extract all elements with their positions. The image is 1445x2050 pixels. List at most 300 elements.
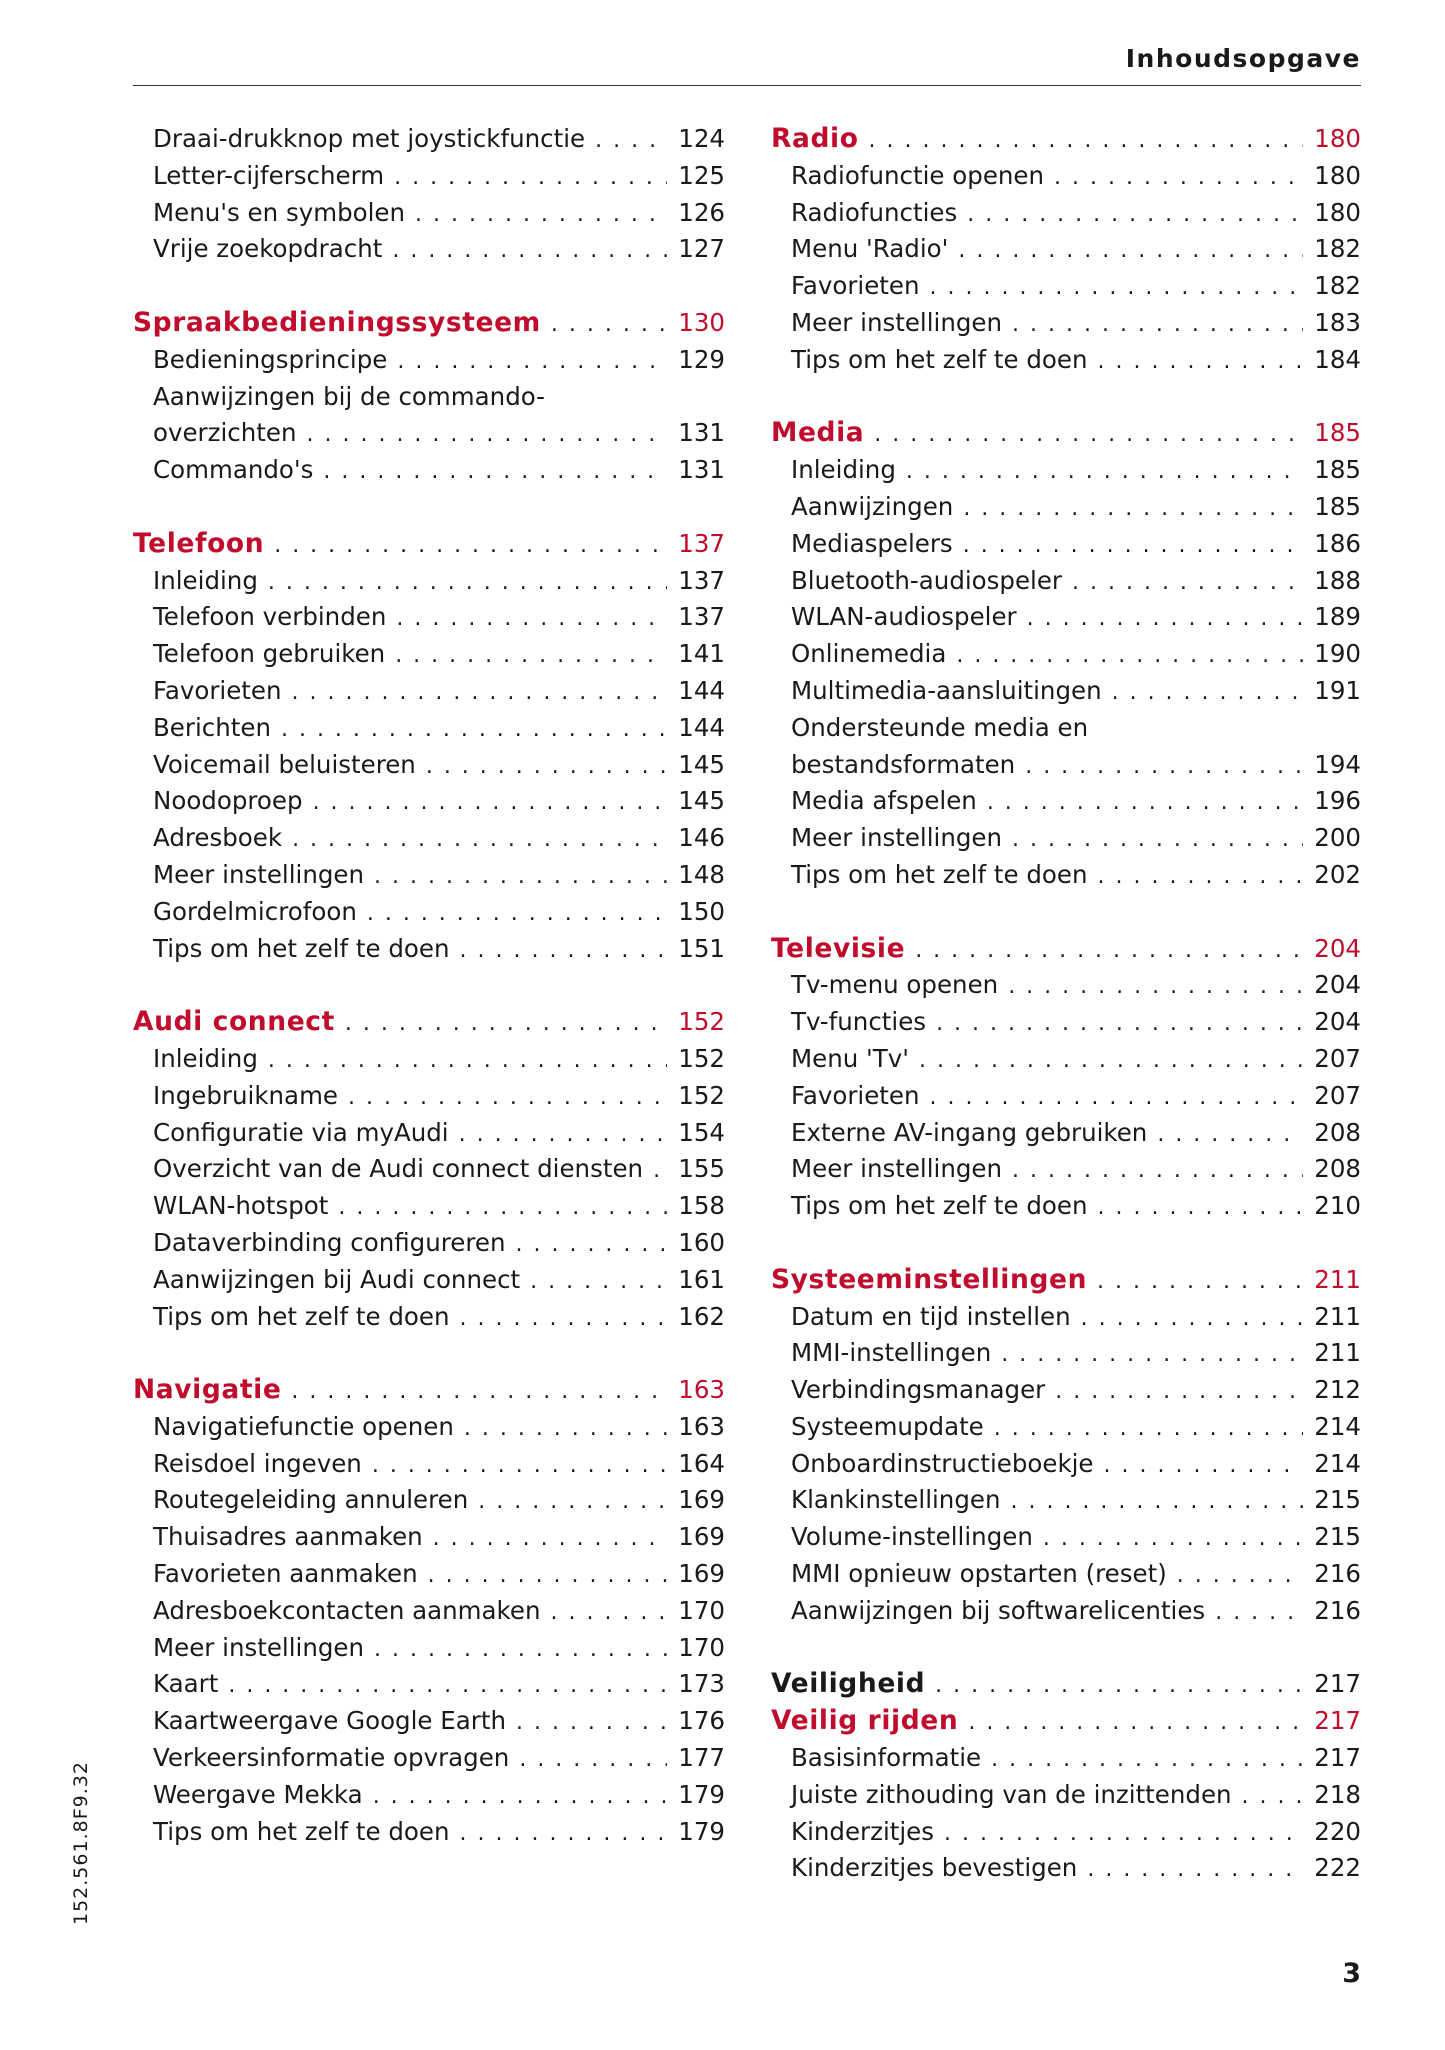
dot-leader — [1157, 1117, 1303, 1154]
section-spacer — [771, 379, 1361, 416]
toc-entry[interactable] — [133, 1593, 725, 1630]
toc-page-number: 127 — [678, 234, 725, 264]
toc-entry[interactable] — [133, 783, 725, 820]
toc-entry[interactable] — [771, 305, 1361, 342]
toc-entry-title: Meer instellingen — [791, 307, 1003, 337]
toc-page-number: 188 — [1314, 565, 1361, 595]
toc-page-number: 186 — [1314, 528, 1361, 558]
dot-leader — [1087, 1852, 1303, 1889]
toc-entry-title: MMI opnieuw opstarten (reset) — [791, 1559, 1167, 1589]
toc-page-number: 146 — [678, 823, 725, 853]
toc-page-number: 208 — [1314, 1117, 1361, 1147]
toc-entry-title: Inleiding — [153, 565, 258, 595]
toc-entry-title: Meer instellingen — [153, 859, 365, 889]
toc-page-number: 208 — [1314, 1154, 1361, 1184]
toc-entry[interactable] — [771, 1446, 1361, 1483]
toc-entry[interactable] — [771, 1299, 1361, 1336]
toc-entry[interactable] — [133, 1299, 725, 1336]
toc-entry-title: Veilig rijden — [771, 1705, 959, 1737]
dot-leader — [1098, 344, 1303, 381]
toc-entry[interactable] — [133, 710, 725, 747]
dot-leader — [1072, 565, 1303, 602]
toc-entry[interactable] — [133, 1409, 725, 1446]
toc-entry[interactable] — [771, 231, 1361, 268]
toc-entry-title: Favorieten — [791, 1080, 920, 1110]
toc-entry-title: Multimedia-aansluitingen — [791, 675, 1102, 705]
toc-page-number: 169 — [678, 1485, 725, 1515]
toc-entry[interactable] — [771, 599, 1361, 636]
toc-entry-title: Aanwijzingen bij de commando- — [153, 381, 546, 411]
toc-entry-title: MMI-instellingen — [791, 1338, 992, 1368]
toc-entry[interactable] — [771, 820, 1361, 857]
toc-section-entry[interactable] — [771, 931, 1361, 968]
dot-leader — [919, 1043, 1303, 1080]
toc-entry-title: Volume-instellingen — [791, 1522, 1033, 1552]
dot-leader — [374, 1632, 667, 1669]
dot-leader — [1025, 749, 1303, 786]
toc-entry[interactable] — [133, 1115, 725, 1152]
dot-leader — [1097, 1264, 1303, 1301]
toc-entry[interactable] — [133, 1740, 725, 1777]
toc-entry-title: Datum en tijd instellen — [791, 1301, 1071, 1331]
toc-entry-title: Tv-functies — [791, 1007, 927, 1037]
dot-leader — [433, 1521, 667, 1558]
dot-leader — [1112, 675, 1303, 712]
dot-leader — [292, 822, 667, 859]
toc-page-number: 145 — [678, 749, 725, 779]
dot-leader — [516, 1227, 668, 1264]
toc-page-number: 158 — [678, 1191, 725, 1221]
toc-section-entry[interactable] — [133, 305, 725, 342]
dot-leader — [530, 1264, 667, 1301]
toc-entry-title: Juiste zithouding van de inzittenden — [791, 1779, 1232, 1809]
toc-entry-title: Voicemail beluisteren — [153, 749, 416, 779]
toc-entry[interactable] — [133, 158, 725, 195]
dot-leader — [460, 1301, 667, 1338]
toc-entry[interactable] — [133, 1703, 725, 1740]
dot-leader — [516, 1705, 667, 1742]
toc-right-column — [771, 121, 1361, 1887]
toc-entry-title: Commando's — [153, 455, 314, 485]
toc-entry[interactable] — [133, 1225, 725, 1262]
toc-page-number: 210 — [1314, 1191, 1361, 1221]
toc-entry[interactable] — [133, 673, 725, 710]
dot-leader — [958, 233, 1303, 270]
toc-entry-title: Aanwijzingen — [791, 491, 954, 521]
dot-leader — [1054, 160, 1303, 197]
dot-leader — [1012, 307, 1303, 344]
dot-leader — [994, 1411, 1303, 1448]
toc-section-entry[interactable] — [771, 1666, 1361, 1703]
toc-entry-title: Favorieten — [791, 271, 920, 301]
toc-page-number: 137 — [678, 528, 725, 558]
toc-entry[interactable] — [133, 636, 725, 673]
dot-leader — [345, 1006, 667, 1043]
dot-leader — [396, 601, 667, 638]
toc-page-number: 222 — [1314, 1853, 1361, 1883]
toc-entry[interactable] — [771, 195, 1361, 232]
toc-entry[interactable] — [771, 710, 1361, 747]
toc-entry-title: Systeeminstellingen — [771, 1263, 1088, 1295]
toc-page-number: 200 — [1314, 823, 1361, 853]
toc-entry[interactable] — [133, 1078, 725, 1115]
toc-entry[interactable] — [771, 563, 1361, 600]
toc-page-number: 170 — [678, 1632, 725, 1662]
toc-section-entry[interactable] — [133, 526, 725, 563]
toc-entry-title: Systeemupdate — [791, 1411, 984, 1441]
toc-entry-title: Inleiding — [153, 1043, 258, 1073]
toc-page-number: 124 — [678, 124, 725, 153]
toc-entry-title: Televisie — [771, 932, 906, 964]
toc-entry-title: Tips om het zelf te doen — [791, 859, 1088, 889]
toc-entry[interactable] — [771, 857, 1361, 894]
dot-leader — [348, 1080, 667, 1117]
toc-page-number: 177 — [678, 1743, 725, 1773]
toc-page-number: 220 — [1314, 1816, 1361, 1846]
toc-entry-title: Mediaspelers — [791, 528, 953, 558]
toc-entry[interactable] — [133, 599, 725, 636]
toc-page-number: 218 — [1314, 1779, 1361, 1809]
toc-page-number: 176 — [678, 1706, 725, 1736]
dot-leader — [1098, 859, 1303, 896]
toc-page-number: 214 — [1314, 1411, 1361, 1441]
toc-page-number: 169 — [678, 1522, 725, 1552]
toc-entry-title: Berichten — [153, 712, 271, 742]
toc-section-entry[interactable] — [133, 1004, 725, 1041]
toc-entry-title: WLAN-audiospeler — [791, 602, 1017, 632]
toc-page-number: 145 — [678, 786, 725, 816]
toc-entry-title: Draai-drukknop met joystickfunctie — [153, 124, 586, 153]
dot-leader — [906, 454, 1303, 491]
dot-leader — [1055, 1374, 1303, 1411]
toc-entry-title: Routegeleiding annuleren — [153, 1485, 469, 1515]
toc-entry[interactable] — [771, 1041, 1361, 1078]
toc-entry[interactable] — [133, 931, 725, 968]
toc-entry[interactable] — [771, 1372, 1361, 1409]
dot-leader — [313, 785, 667, 822]
toc-entry[interactable] — [133, 747, 725, 784]
toc-entry[interactable] — [133, 1666, 725, 1703]
toc-entry-title: Audi connect — [133, 1006, 335, 1038]
toc-entry[interactable] — [133, 195, 725, 232]
dot-leader — [397, 344, 667, 381]
dot-leader — [292, 675, 667, 712]
dot-leader — [987, 785, 1303, 822]
toc-entry-title: Basisinformatie — [791, 1743, 982, 1773]
toc-entry-title: Menu 'Tv' — [791, 1043, 909, 1073]
toc-page-number: 194 — [1314, 749, 1361, 779]
section-spacer — [133, 489, 725, 526]
dot-leader — [372, 1448, 667, 1485]
toc-entry[interactable] — [771, 747, 1361, 784]
dot-leader — [1104, 1448, 1303, 1485]
toc-entry-title: Overzicht van de Audi connect diensten — [153, 1154, 644, 1184]
toc-entry-title: Thuisadres aanmaken — [153, 1522, 423, 1552]
toc-entry-title: Tips om het zelf te doen — [791, 1191, 1088, 1221]
toc-entry[interactable] — [771, 1593, 1361, 1630]
dot-leader — [460, 1816, 667, 1853]
toc-entry[interactable] — [133, 1777, 725, 1814]
toc-entry-title: bestandsformaten — [791, 749, 1016, 779]
toc-page-number: 190 — [1314, 639, 1361, 669]
dot-leader — [963, 528, 1303, 565]
toc-entry[interactable] — [133, 1188, 725, 1225]
toc-entry[interactable] — [771, 1814, 1361, 1851]
toc-page-number: 204 — [1314, 933, 1361, 963]
dot-leader — [956, 638, 1303, 675]
toc-page-number: 164 — [678, 1448, 725, 1478]
dot-leader — [963, 491, 1303, 528]
toc-entry-title: Letter-cijferscherm — [153, 160, 385, 190]
toc-page-number: 196 — [1314, 786, 1361, 816]
toc-entry-title: Gordelmicrofoon — [153, 896, 357, 926]
dot-leader — [464, 1411, 667, 1448]
toc-page-number: 215 — [1314, 1485, 1361, 1515]
dot-leader — [967, 197, 1303, 234]
toc-entry[interactable] — [133, 1556, 725, 1593]
toc-entry-title: Configuratie via myAudi — [153, 1117, 449, 1147]
toc-entry-title: Favorieten — [153, 675, 282, 705]
toc-entry[interactable] — [771, 1409, 1361, 1446]
toc-page-number: 207 — [1314, 1043, 1361, 1073]
dot-leader — [1081, 1301, 1303, 1338]
toc-entry[interactable] — [771, 1777, 1361, 1814]
dot-leader — [874, 417, 1303, 454]
toc-page-number: 169 — [678, 1559, 725, 1589]
toc-entry[interactable] — [771, 452, 1361, 489]
toc-entry[interactable] — [771, 636, 1361, 673]
page-number: 3 — [1342, 1958, 1361, 1989]
toc-entry-title: Ingebruikname — [153, 1080, 339, 1110]
toc-entry[interactable] — [771, 489, 1361, 526]
toc-page-number: 204 — [1314, 1007, 1361, 1037]
toc-entry-title: Noodoproep — [153, 786, 303, 816]
toc-page-number: 215 — [1314, 1522, 1361, 1552]
toc-entry-title: Dataverbinding configureren — [153, 1227, 506, 1257]
toc-page-number: 137 — [678, 565, 725, 595]
toc-page-number: 144 — [678, 712, 725, 742]
dot-leader — [307, 417, 667, 454]
toc-entry[interactable] — [133, 1482, 725, 1519]
toc-entry-title: Meer instellingen — [791, 823, 1003, 853]
toc-entry[interactable] — [133, 820, 725, 857]
toc-entry[interactable] — [133, 231, 725, 268]
dot-leader — [394, 160, 667, 197]
toc-entry[interactable] — [771, 1740, 1361, 1777]
toc-page-number: 216 — [1314, 1595, 1361, 1625]
toc-section-entry[interactable] — [771, 415, 1361, 452]
toc-page-number: 183 — [1314, 307, 1361, 337]
toc-page-number: 179 — [678, 1816, 725, 1846]
toc-entry[interactable] — [771, 1519, 1361, 1556]
toc-page-number: 191 — [1314, 675, 1361, 705]
dot-leader — [478, 1484, 667, 1521]
toc-page-number: 217 — [1314, 1669, 1361, 1699]
toc-entry-title: Reisdoel ingeven — [153, 1448, 362, 1478]
dot-leader — [268, 1043, 667, 1080]
toc-entry-title: Kaart — [153, 1669, 219, 1699]
toc-entry[interactable] — [771, 526, 1361, 563]
header-rule — [133, 85, 1361, 86]
toc-entry-title: Media afspelen — [791, 786, 977, 816]
toc-left-column — [133, 121, 725, 1850]
toc-section-entry[interactable] — [133, 1372, 725, 1409]
toc-page-number: 217 — [1314, 1706, 1361, 1736]
dot-leader — [551, 307, 667, 344]
toc-entry[interactable] — [133, 1262, 725, 1299]
toc-entry[interactable] — [133, 1446, 725, 1483]
toc-entry-title: Menu's en symbolen — [153, 197, 406, 227]
toc-page-number: 185 — [1314, 491, 1361, 521]
toc-page-number: 152 — [678, 1043, 725, 1073]
toc-entry-title: Radiofuncties — [791, 197, 958, 227]
toc-section-entry[interactable] — [771, 121, 1361, 158]
toc-entry-title: Verkeersinformatie opvragen — [153, 1743, 510, 1773]
toc-page-number: 173 — [678, 1669, 725, 1699]
toc-page-number: 126 — [678, 197, 725, 227]
toc-page-number: 214 — [1314, 1448, 1361, 1478]
dot-leader — [1215, 1595, 1303, 1632]
toc-entry[interactable] — [771, 1850, 1361, 1887]
toc-page-number: 137 — [678, 602, 725, 632]
toc-page-number: 211 — [1314, 1301, 1361, 1331]
dot-leader — [426, 749, 667, 786]
toc-page-number: 160 — [678, 1227, 725, 1257]
toc-entry-title: Onboardinstructieboekje — [791, 1448, 1094, 1478]
toc-entry[interactable] — [771, 1004, 1361, 1041]
section-spacer — [133, 967, 725, 1004]
toc-entry[interactable] — [771, 158, 1361, 195]
toc-entry-title: Weergave Mekka — [153, 1779, 363, 1809]
dot-leader — [373, 1779, 667, 1816]
toc-entry-title: Adresboek — [153, 823, 283, 853]
toc-entry[interactable] — [133, 452, 725, 489]
toc-entry-title: Kinderzitjes bevestigen — [791, 1853, 1078, 1883]
toc-entry[interactable] — [771, 1115, 1361, 1152]
dot-leader — [1043, 1521, 1303, 1558]
dot-leader — [395, 638, 667, 675]
toc-page-number: 211 — [1314, 1338, 1361, 1368]
dot-leader — [415, 197, 667, 234]
dot-leader — [228, 1668, 667, 1705]
dot-leader — [1242, 1779, 1303, 1816]
toc-entry[interactable] — [133, 415, 725, 452]
dot-leader — [459, 1117, 667, 1154]
toc-page-number: 185 — [1314, 418, 1361, 448]
toc-entry-title: WLAN-hotspot — [153, 1191, 329, 1221]
toc-entry[interactable] — [133, 342, 725, 379]
toc-entry[interactable] — [133, 1151, 725, 1188]
toc-entry[interactable] — [771, 673, 1361, 710]
section-spacer — [771, 1630, 1361, 1667]
toc-entry-title: Kaartweergave Google Earth — [153, 1706, 506, 1736]
toc-page-number: 182 — [1314, 234, 1361, 264]
toc-entry[interactable] — [771, 1482, 1361, 1519]
toc-entry-title: Bedieningsprincipe — [153, 344, 388, 374]
toc-entry[interactable] — [771, 268, 1361, 305]
toc-entry-title: Media — [771, 417, 865, 449]
toc-page-number: 148 — [678, 859, 725, 889]
dot-leader — [1177, 1558, 1303, 1595]
toc-entry[interactable] — [133, 379, 725, 416]
toc-entry-title: Tv-menu openen — [791, 970, 999, 1000]
dot-leader — [392, 233, 667, 270]
toc-section-entry[interactable] — [771, 1703, 1361, 1740]
dot-leader — [936, 1006, 1303, 1043]
toc-page-number: 180 — [1314, 160, 1361, 190]
dot-leader — [1012, 1153, 1303, 1190]
toc-entry[interactable] — [133, 894, 725, 931]
toc-entry-title: Vrije zoekopdracht — [153, 234, 383, 264]
dot-leader — [653, 1153, 667, 1190]
toc-entry[interactable] — [771, 1078, 1361, 1115]
toc-entry[interactable] — [133, 1041, 725, 1078]
toc-entry[interactable] — [133, 1814, 725, 1851]
toc-page-number: 154 — [678, 1117, 725, 1147]
toc-page-number: 161 — [678, 1264, 725, 1294]
dot-leader — [930, 270, 1303, 307]
toc-page-number: 152 — [678, 1080, 725, 1110]
toc-entry[interactable] — [133, 1519, 725, 1556]
toc-entry-title: Radio — [771, 123, 859, 154]
dot-leader — [1001, 1337, 1303, 1374]
dot-leader — [1010, 1484, 1303, 1521]
dot-leader — [291, 1374, 667, 1411]
dot-leader — [281, 712, 667, 749]
toc-entry[interactable] — [771, 342, 1361, 379]
toc-page-number: 129 — [678, 344, 725, 374]
dot-leader — [274, 528, 667, 565]
toc-entry-title: Adresboekcontacten aanmaken — [153, 1595, 541, 1625]
dot-leader — [595, 123, 667, 160]
toc-page-number: 182 — [1314, 271, 1361, 301]
toc-entry-title: Favorieten aanmaken — [153, 1559, 418, 1589]
toc-entry-title: Bluetooth-audiospeler — [791, 565, 1063, 595]
toc-entry[interactable] — [133, 563, 725, 600]
toc-page-number: 185 — [1314, 455, 1361, 485]
toc-entry-title: Navigatie — [133, 1374, 282, 1406]
toc-page-number: 131 — [678, 418, 725, 448]
toc-entry[interactable] — [771, 1188, 1361, 1225]
dot-leader — [374, 859, 667, 896]
toc-section-entry[interactable] — [771, 1262, 1361, 1299]
toc-entry[interactable] — [133, 857, 725, 894]
dot-leader — [1008, 969, 1303, 1006]
toc-entry[interactable] — [771, 783, 1361, 820]
toc-entry-title: Telefoon gebruiken — [153, 639, 386, 669]
toc-entry[interactable] — [771, 1151, 1361, 1188]
toc-page-number: 130 — [678, 307, 725, 337]
toc-entry-title: Aanwijzingen bij Audi connect — [153, 1264, 521, 1294]
toc-entry[interactable] — [133, 1630, 725, 1667]
toc-page-number: 211 — [1314, 1264, 1361, 1294]
toc-entry[interactable] — [771, 1556, 1361, 1593]
toc-entry-title: Spraakbedieningssysteem — [133, 306, 541, 338]
toc-entry-title: Veiligheid — [771, 1668, 926, 1700]
dot-leader — [268, 565, 667, 602]
toc-entry[interactable] — [133, 121, 725, 158]
toc-page-number: 184 — [1314, 344, 1361, 374]
dot-leader — [519, 1742, 667, 1779]
toc-entry[interactable] — [771, 1335, 1361, 1372]
toc-entry-title: Inleiding — [791, 455, 896, 485]
toc-entry[interactable] — [771, 967, 1361, 1004]
toc-page-number: 131 — [678, 455, 725, 485]
toc-page-number: 207 — [1314, 1080, 1361, 1110]
toc-entry-title: Aanwijzingen bij softwarelicenties — [791, 1595, 1206, 1625]
toc-page-number: 144 — [678, 675, 725, 705]
toc-page-number: 170 — [678, 1595, 725, 1625]
